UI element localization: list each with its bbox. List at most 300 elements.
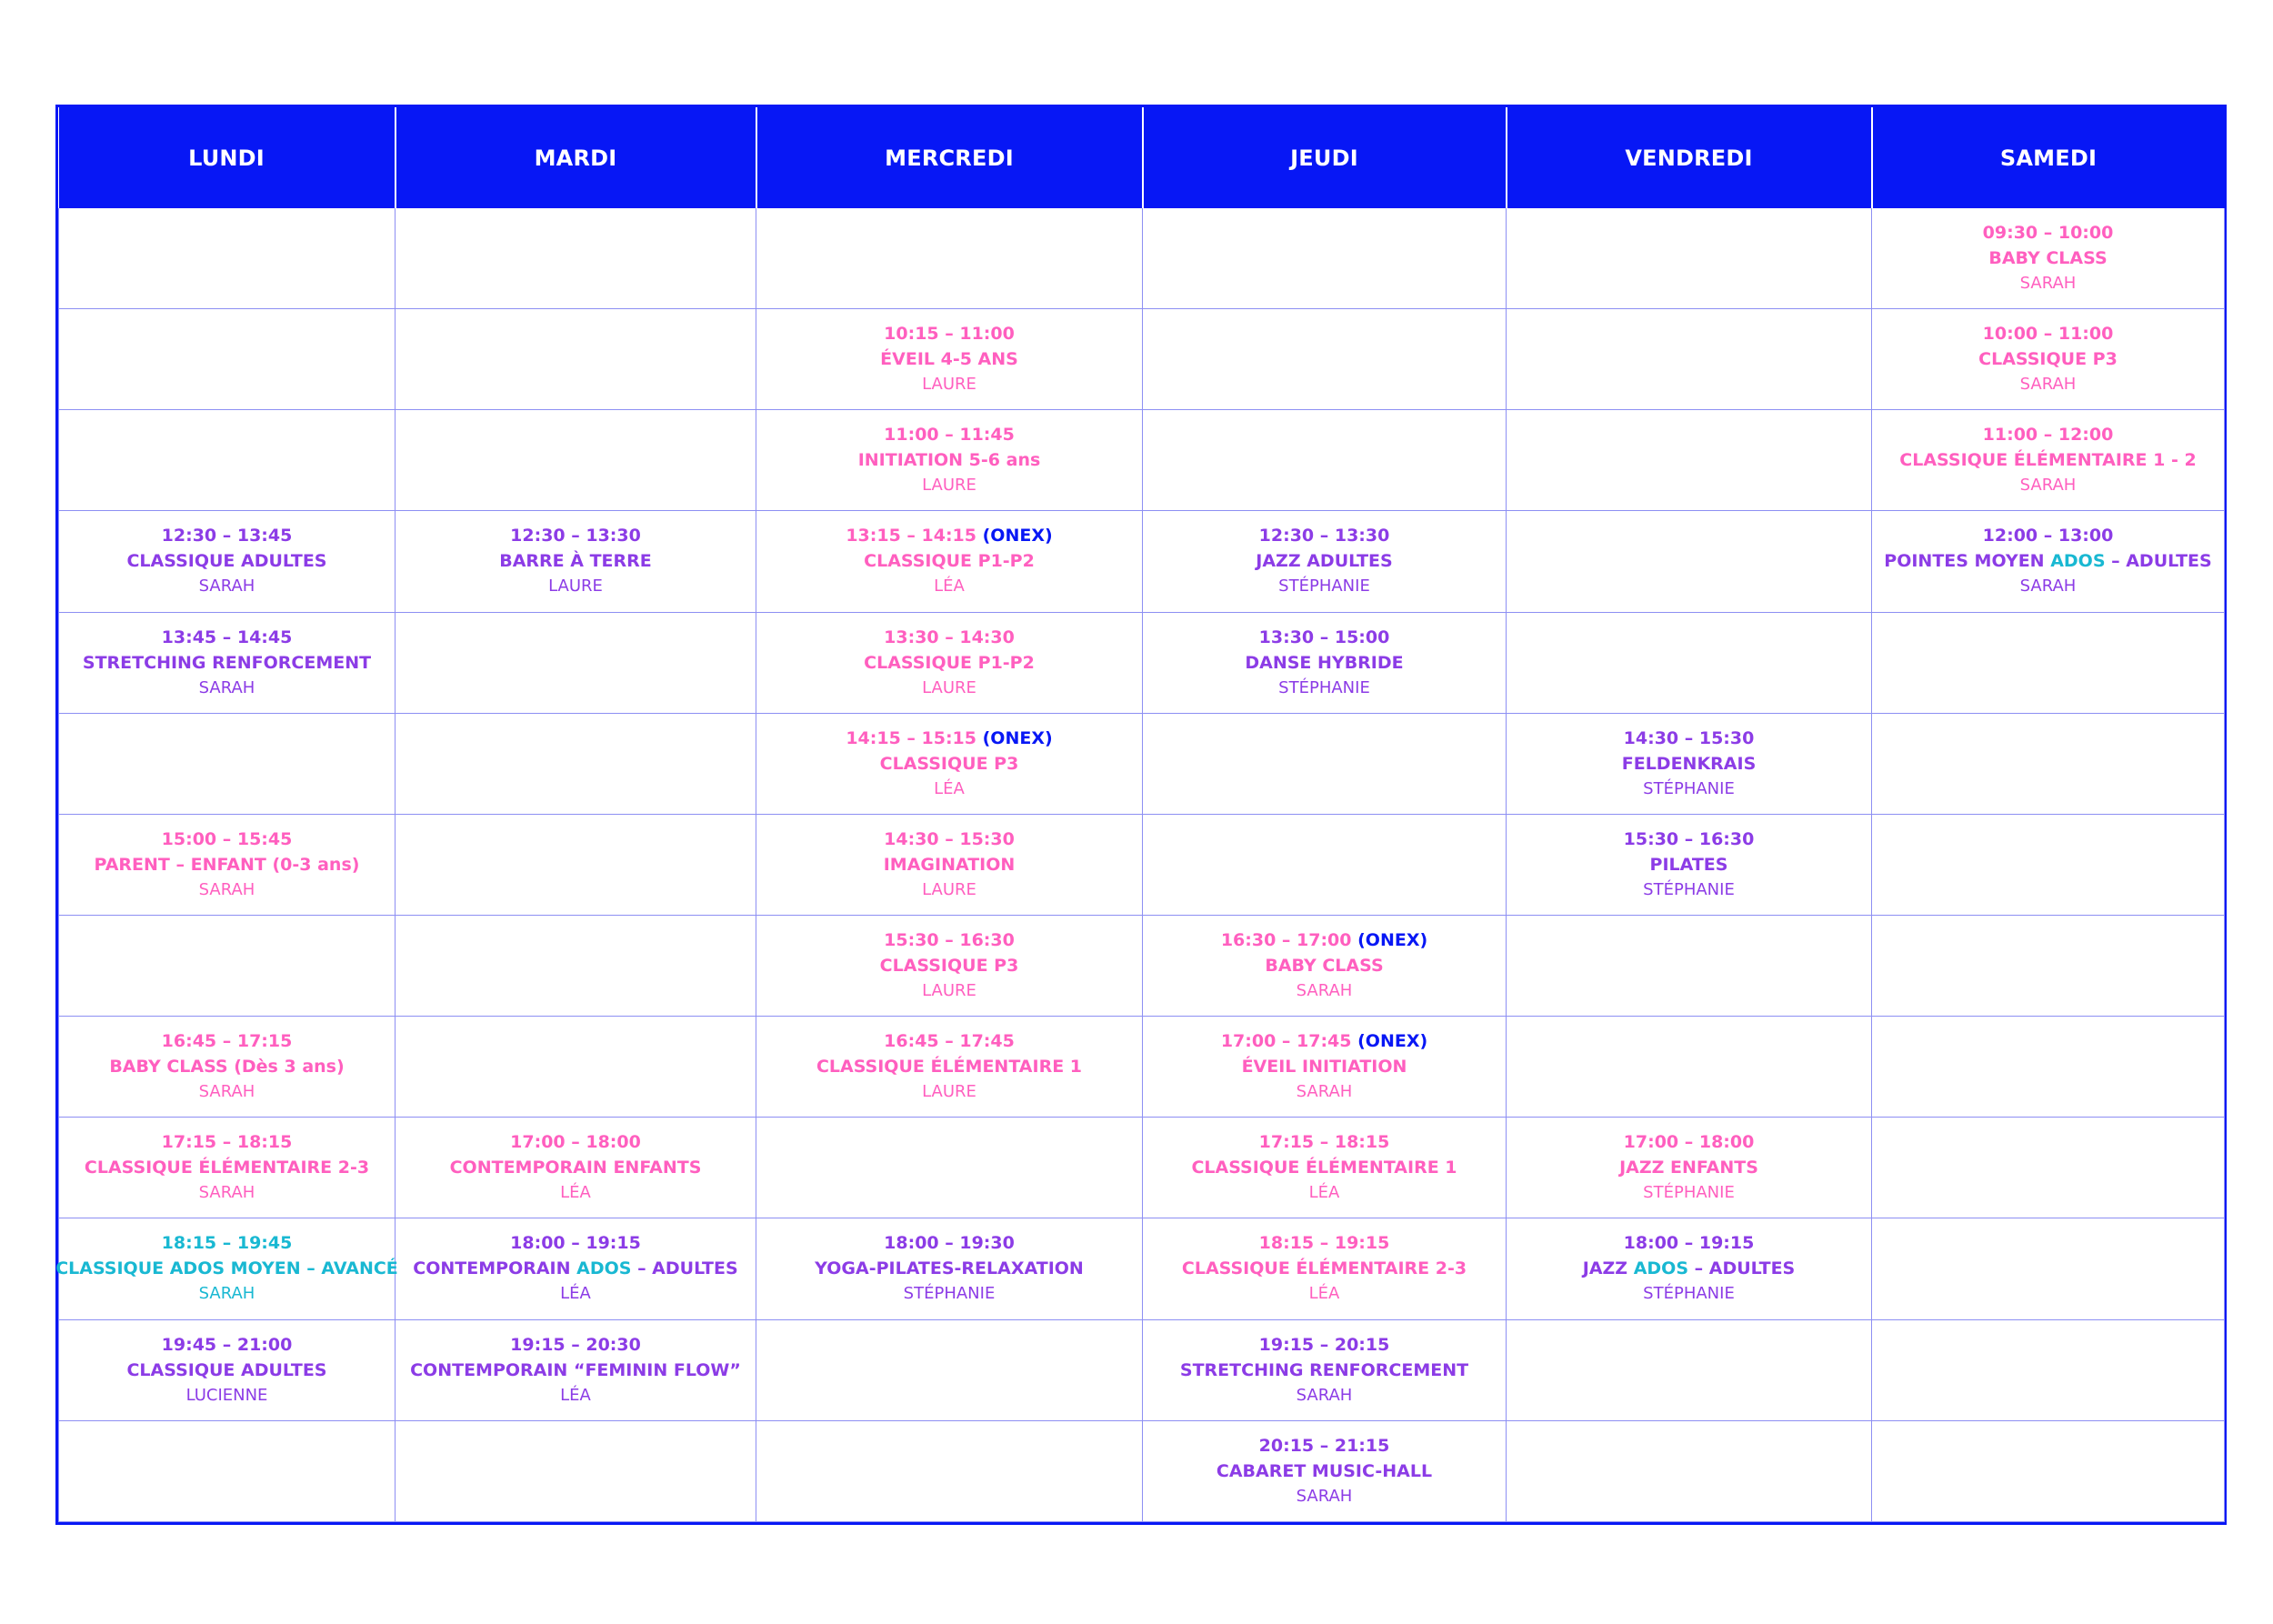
time-slot-row [59, 1218, 2225, 1319]
time-slot-row [59, 1319, 2225, 1420]
class-time [1259, 1334, 1390, 1356]
class-location: (ONEX) [982, 526, 1053, 546]
time-slot-row [59, 511, 2225, 612]
class-entry [760, 828, 1138, 901]
schedule-cell [1143, 612, 1507, 713]
class-time [1259, 1131, 1390, 1153]
class-entry [63, 1334, 391, 1407]
class-name-segment: STRETCHING RENFORCEMENT [82, 652, 372, 673]
class-time [1259, 525, 1390, 546]
class-name [1899, 449, 2196, 471]
class-time-range: 12:30 – 13:45 [161, 526, 293, 546]
class-time [162, 1131, 293, 1153]
class-name-segment: CLASSIQUE ADOS MOYEN – AVANCÉ [55, 1258, 398, 1279]
class-entry [1876, 222, 2220, 295]
schedule-cell [396, 814, 756, 915]
class-entry [1876, 424, 2220, 496]
class-entry [760, 424, 1138, 496]
schedule-cell [1507, 1218, 1872, 1319]
class-name-segment: CLASSIQUE ÉLÉMENTAIRE 1 [1191, 1158, 1457, 1178]
class-time [162, 525, 293, 546]
class-name [864, 550, 1035, 572]
class-name-segment: STRETCHING RENFORCEMENT [1179, 1359, 1469, 1380]
schedule-cell [1143, 713, 1507, 814]
class-name [1650, 854, 1728, 876]
schedule-cell [59, 814, 396, 915]
schedule-cell [1143, 814, 1507, 915]
class-time [162, 828, 293, 850]
class-time [510, 525, 641, 546]
class-time [884, 323, 1015, 345]
class-entry [1147, 1131, 1502, 1204]
class-teacher: LAURE [922, 981, 976, 1001]
class-time [510, 1334, 641, 1356]
class-teacher: LAURE [548, 576, 603, 596]
class-time [884, 424, 1015, 446]
schedule-cell [1872, 814, 2225, 915]
class-time-range: 16:30 – 17:00 [1220, 930, 1352, 951]
class-entry [399, 525, 752, 597]
class-time [162, 1030, 293, 1052]
class-name-segment: ÉVEIL 4-5 ANS [880, 349, 1018, 370]
schedule-cell [1872, 1420, 2225, 1521]
class-name-segment: CLASSIQUE ADULTES [126, 551, 327, 572]
class-name [1242, 1056, 1407, 1078]
class-teacher: SARAH [1296, 1486, 1353, 1506]
class-time-range: 13:30 – 14:30 [884, 627, 1015, 647]
class-name-segment: CLASSIQUE ADULTES [126, 1359, 327, 1380]
class-time [510, 1131, 641, 1153]
class-name [1182, 1258, 1467, 1279]
class-time-range: 11:00 – 12:00 [1982, 425, 2114, 446]
schedule-cell [396, 208, 756, 309]
class-teacher: LÉA [1308, 1183, 1340, 1203]
day-header-mardi: MARDI [396, 107, 756, 208]
time-slot-row [59, 1118, 2225, 1218]
class-name [450, 1157, 702, 1178]
schedule-cell [1143, 1319, 1507, 1420]
class-time [510, 1232, 641, 1254]
class-name-segment: CLASSIQUE P3 [879, 753, 1019, 774]
schedule-cell [756, 1319, 1143, 1420]
schedule-cell [59, 915, 396, 1016]
class-teacher: LÉA [934, 778, 965, 798]
class-time-range: 18:00 – 19:30 [884, 1233, 1015, 1254]
class-time [1221, 1030, 1427, 1052]
class-time [1259, 1232, 1390, 1254]
class-teacher: STÉPHANIE [1278, 677, 1370, 697]
schedule-cell [396, 309, 756, 410]
class-name [816, 1056, 1082, 1078]
class-time [1983, 323, 2114, 345]
class-time-range: 15:30 – 16:30 [884, 930, 1015, 951]
class-time [1983, 525, 2114, 546]
class-time [1983, 222, 2114, 244]
schedule-cell [756, 1420, 1143, 1521]
class-name [95, 854, 360, 876]
class-name-segment: – ADULTES [1688, 1258, 1796, 1279]
schedule-cell [756, 309, 1143, 410]
class-name [1978, 348, 2118, 370]
schedule-cell [756, 511, 1143, 612]
class-entry [760, 1030, 1138, 1103]
class-location: (ONEX) [1357, 930, 1428, 951]
class-time [1221, 929, 1427, 951]
schedule-cell [756, 915, 1143, 1016]
class-entry [399, 1131, 752, 1204]
class-time [1624, 727, 1755, 749]
class-name [410, 1359, 741, 1381]
class-teacher: SARAH [198, 879, 255, 899]
class-entry [760, 627, 1138, 699]
class-name-segment: CONTEMPORAIN [413, 1258, 577, 1279]
schedule-cell [59, 208, 396, 309]
schedule-cell [396, 1319, 756, 1420]
class-time [162, 1334, 293, 1356]
class-entry [63, 627, 391, 699]
class-name-segment: CLASSIQUE P1-P2 [864, 551, 1035, 572]
class-teacher: SARAH [198, 677, 255, 697]
class-teacher: LUCIENNE [185, 1385, 268, 1405]
class-time-range: 17:00 – 18:00 [1623, 1132, 1755, 1153]
class-teacher: LÉA [934, 576, 965, 596]
class-entry [1510, 1232, 1867, 1305]
schedule-cell [59, 410, 396, 511]
class-entry [1876, 525, 2220, 597]
class-entry [55, 1232, 398, 1305]
class-time-range: 17:15 – 18:15 [161, 1132, 293, 1153]
class-name [413, 1258, 737, 1279]
class-teacher: LAURE [922, 375, 976, 395]
class-name-segment: ADOS [576, 1258, 632, 1279]
class-time-range: 18:15 – 19:45 [161, 1233, 293, 1254]
class-teacher: SARAH [198, 1082, 255, 1102]
time-slot-row [59, 915, 2225, 1016]
class-name [1256, 550, 1392, 572]
class-teacher: LAURE [922, 1082, 976, 1102]
class-entry [760, 525, 1138, 597]
schedule-cell [1143, 511, 1507, 612]
class-entry [760, 1232, 1138, 1305]
class-time [884, 828, 1015, 850]
schedule-cell [396, 713, 756, 814]
class-name-segment: CONTEMPORAIN ENFANTS [449, 1158, 702, 1178]
class-time-range: 19:15 – 20:15 [1258, 1334, 1390, 1355]
class-name [1265, 955, 1383, 977]
class-time [1259, 1435, 1390, 1457]
schedule-cell [59, 511, 396, 612]
class-name [864, 652, 1035, 674]
class-time [1983, 424, 2114, 446]
class-teacher: LAURE [922, 476, 976, 496]
schedule-cell [756, 1118, 1143, 1218]
class-teacher: STÉPHANIE [1643, 778, 1735, 798]
schedule-cell [1872, 1218, 2225, 1319]
class-name [1988, 247, 2107, 269]
class-name-segment: CONTEMPORAIN “FEMININ FLOW” [410, 1359, 741, 1380]
schedule-cell [396, 1017, 756, 1118]
class-time-range: 20:15 – 21:15 [1258, 1435, 1390, 1456]
class-name [126, 1359, 326, 1381]
class-entry [1147, 1030, 1502, 1103]
class-time-range: 14:30 – 15:30 [1623, 727, 1755, 748]
schedule-cell [396, 511, 756, 612]
class-name [499, 550, 652, 572]
class-entry [1510, 727, 1867, 800]
class-location: (ONEX) [982, 727, 1053, 748]
class-time-range: 13:15 – 14:15 [846, 526, 976, 546]
schedule-cell [1872, 208, 2225, 309]
class-name-segment: CLASSIQUE ÉLÉMENTAIRE 2-3 [1181, 1258, 1467, 1279]
class-entry [760, 727, 1138, 800]
class-time-range: 16:45 – 17:45 [884, 1031, 1015, 1052]
class-teacher: SARAH [2019, 476, 2077, 496]
class-teacher: LÉA [560, 1385, 591, 1405]
day-header-mercredi: MERCREDI [756, 107, 1143, 208]
class-name [85, 1157, 369, 1178]
class-entry [1147, 1232, 1502, 1305]
class-time [1624, 828, 1755, 850]
class-name [880, 753, 1019, 775]
time-slot-row [59, 713, 2225, 814]
schedule-cell [1143, 1218, 1507, 1319]
class-time [1624, 1232, 1755, 1254]
class-entry [63, 525, 391, 597]
class-time-range: 17:00 – 18:00 [510, 1132, 641, 1153]
schedule-cell [1507, 915, 1872, 1016]
class-time-range: 18:00 – 19:15 [1623, 1233, 1755, 1254]
time-slot-row [59, 410, 2225, 511]
schedule-cell [59, 1017, 396, 1118]
class-name-segment: BABY CLASS [1265, 956, 1384, 977]
class-name-segment: CLASSIQUE P3 [1978, 349, 2118, 370]
day-header-lundi: LUNDI [59, 107, 396, 208]
class-time-range: 19:45 – 21:00 [161, 1334, 293, 1355]
class-name-segment: BABY CLASS (Dès 3 ans) [109, 1057, 345, 1078]
day-header-jeudi: JEUDI [1143, 107, 1507, 208]
class-name-segment: ADOS [2050, 551, 2106, 572]
class-entry [399, 1232, 752, 1305]
day-header-samedi: SAMEDI [1872, 107, 2225, 208]
schedule-cell [59, 612, 396, 713]
schedule-cell [1872, 511, 2225, 612]
class-time-range: 14:30 – 15:30 [884, 828, 1015, 849]
class-name-segment: DANSE HYBRIDE [1245, 652, 1404, 673]
class-teacher: STÉPHANIE [1643, 1183, 1735, 1203]
class-teacher: LAURE [922, 677, 976, 697]
class-time [846, 525, 1052, 546]
class-teacher: SARAH [1296, 981, 1353, 1001]
class-entry [63, 1131, 391, 1204]
class-time-range: 09:30 – 10:00 [1982, 223, 2114, 244]
class-name [858, 449, 1041, 471]
schedule-cell [59, 1118, 396, 1218]
class-entry [1147, 627, 1502, 699]
schedule-cell [756, 410, 1143, 511]
schedule-cell [396, 1420, 756, 1521]
class-time-range: 18:00 – 19:15 [510, 1233, 641, 1254]
schedule-cell [59, 713, 396, 814]
schedule-body [55, 208, 2225, 1522]
schedule-cell [756, 1017, 1143, 1118]
class-time-range: 19:15 – 20:30 [510, 1334, 641, 1355]
class-time [162, 1232, 293, 1254]
schedule-cell [1507, 713, 1872, 814]
schedule-cell [1507, 1118, 1872, 1218]
class-name-segment: POINTES MOYEN [1884, 551, 2051, 572]
class-name [1884, 550, 2211, 572]
class-name [880, 955, 1019, 977]
schedule-cell [1507, 1319, 1872, 1420]
schedule-cell [1143, 410, 1507, 511]
time-slot-row [59, 309, 2225, 410]
schedule-cell [1872, 713, 2225, 814]
class-name-segment: INITIATION 5-6 ans [857, 450, 1041, 471]
class-name-segment: – ADULTES [631, 1258, 738, 1279]
schedule-cell [1872, 915, 2225, 1016]
class-teacher: STÉPHANIE [903, 1284, 996, 1304]
schedule-cell [1872, 1118, 2225, 1218]
schedule-cell [1872, 612, 2225, 713]
time-slot-row [59, 1420, 2225, 1521]
class-name-segment: CLASSIQUE P1-P2 [864, 652, 1035, 673]
class-time-range: 17:15 – 18:15 [1258, 1132, 1390, 1153]
class-time-range: 11:00 – 11:45 [884, 425, 1015, 446]
class-entry [1147, 1334, 1502, 1407]
schedule-cell [1507, 612, 1872, 713]
schedule-cell [1507, 1017, 1872, 1118]
class-time [884, 627, 1015, 648]
class-teacher: LÉA [560, 1284, 591, 1304]
class-entry [63, 1030, 391, 1103]
weekly-schedule [55, 105, 2227, 1525]
class-name [1583, 1258, 1796, 1279]
class-name [126, 550, 326, 572]
time-slot-row [59, 1017, 2225, 1118]
class-teacher: LAURE [922, 879, 976, 899]
class-name [880, 348, 1018, 370]
schedule-cell [1143, 309, 1507, 410]
class-name [1217, 1460, 1432, 1482]
time-slot-row [59, 612, 2225, 713]
schedule-cell [1143, 1017, 1507, 1118]
class-time-range: 10:15 – 11:00 [884, 324, 1015, 345]
class-name-segment: JAZZ ENFANTS [1619, 1158, 1758, 1178]
class-time-range: 15:30 – 16:30 [1623, 828, 1755, 849]
schedule-cell [756, 1218, 1143, 1319]
class-name [109, 1056, 344, 1078]
class-entry [760, 929, 1138, 1002]
class-name [83, 652, 371, 674]
class-time-range: 15:00 – 15:45 [161, 828, 293, 849]
schedule-cell [1872, 410, 2225, 511]
class-entry [1876, 323, 2220, 396]
class-name-segment: ÉVEIL INITIATION [1241, 1057, 1407, 1078]
schedule-cell [1507, 208, 1872, 309]
schedule-cell [1872, 1017, 2225, 1118]
class-name [1622, 753, 1757, 775]
class-time-range: 12:30 – 13:30 [510, 526, 641, 546]
schedule-cell [1872, 1319, 2225, 1420]
class-name [1619, 1157, 1758, 1178]
day-header-vendredi: VENDREDI [1507, 107, 1872, 208]
class-time [1259, 627, 1390, 648]
class-entry [1510, 1131, 1867, 1204]
class-name-segment: PARENT – ENFANT (0-3 ans) [94, 854, 360, 875]
class-time [884, 1030, 1015, 1052]
class-entry [1147, 929, 1502, 1002]
schedule-cell [396, 1218, 756, 1319]
class-time-range: 18:15 – 19:15 [1258, 1233, 1390, 1254]
class-name-segment: YOGA-PILATES-RELAXATION [815, 1258, 1084, 1279]
class-time-range: 10:00 – 11:00 [1982, 324, 2114, 345]
class-entry [1510, 828, 1867, 901]
class-time-range: 16:45 – 17:15 [161, 1031, 293, 1052]
schedule-cell [59, 1420, 396, 1521]
class-teacher: LÉA [1308, 1284, 1340, 1304]
class-name-segment: ADOS [1633, 1258, 1689, 1279]
class-teacher: SARAH [198, 1284, 255, 1304]
class-name-segment: PILATES [1649, 854, 1728, 875]
class-name [1191, 1157, 1457, 1178]
class-time-range: 13:45 – 14:45 [161, 627, 293, 647]
class-name-segment: – ADULTES [2105, 551, 2212, 572]
class-name [55, 1258, 398, 1279]
class-name-segment: CLASSIQUE ÉLÉMENTAIRE 1 - 2 [1899, 450, 2197, 471]
schedule-cell [396, 612, 756, 713]
class-teacher: SARAH [198, 576, 255, 596]
class-entry [760, 323, 1138, 396]
class-time-range: 12:00 – 13:00 [1982, 526, 2114, 546]
class-name-segment: CLASSIQUE ÉLÉMENTAIRE 2-3 [84, 1158, 370, 1178]
class-name [1245, 652, 1403, 674]
class-time-range: 14:15 – 15:15 [846, 727, 976, 748]
schedule-cell [756, 814, 1143, 915]
class-name-segment: CLASSIQUE ÉLÉMENTAIRE 1 [816, 1057, 1083, 1078]
class-teacher: STÉPHANIE [1643, 879, 1735, 899]
time-slot-row [59, 814, 2225, 915]
class-entry [63, 828, 391, 901]
class-name [1180, 1359, 1468, 1381]
day-header-row [59, 107, 2225, 208]
class-time [884, 1232, 1015, 1254]
class-name-segment: IMAGINATION [883, 854, 1016, 875]
schedule-cell [59, 1319, 396, 1420]
class-teacher: STÉPHANIE [1278, 576, 1370, 596]
schedule-cell [55, 1218, 398, 1319]
class-time [884, 929, 1015, 951]
schedule-cell [1143, 915, 1507, 1016]
class-name-segment: BABY CLASS [1988, 248, 2108, 269]
schedule-cell [59, 309, 396, 410]
class-teacher: SARAH [1296, 1082, 1353, 1102]
class-teacher: SARAH [198, 1183, 255, 1203]
schedule-cell [396, 1118, 756, 1218]
class-time-range: 17:00 – 17:45 [1220, 1031, 1352, 1052]
class-entry [1147, 1435, 1502, 1508]
schedule-cell [1872, 309, 2225, 410]
class-time-range: 13:30 – 15:00 [1258, 627, 1390, 647]
schedule-cell [1143, 1420, 1507, 1521]
schedule-cell [1507, 309, 1872, 410]
schedule-cell [1507, 511, 1872, 612]
class-entry [1147, 525, 1502, 597]
class-name-segment: CLASSIQUE P3 [879, 956, 1019, 977]
schedule-cell [1507, 1420, 1872, 1521]
class-name-segment: JAZZ [1582, 1258, 1634, 1279]
class-name-segment: FELDENKRAIS [1621, 753, 1757, 774]
schedule-cell [396, 915, 756, 1016]
